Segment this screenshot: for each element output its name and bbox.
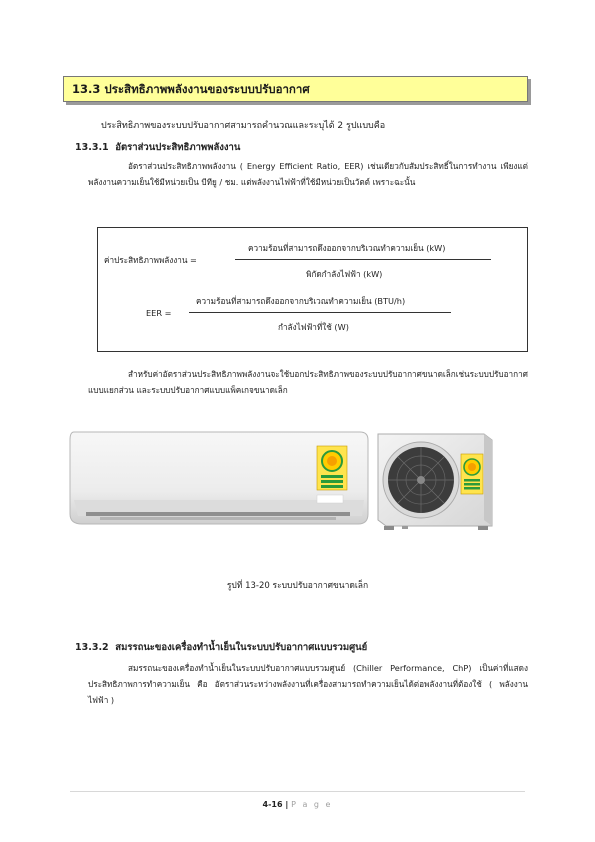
subsection-number: 13.3.2 — [75, 642, 109, 653]
subsection-2-paragraph: สมรรถนะของเครื่องทำน้ำเย็นในระบบปรับอากาศแบบรวมศูนย์ (Chiller Performance, ChP) เป็นค่าที่แสดงประสิทธิภาพการทำความเย็น คือ อัตราส่วนระหว่างพลังงานที่เครื่องสามารถทำความเย็นได้ต่อพลังงานที่ต้องใช้ ( พลังงานไฟฟ้า ) — [88, 663, 528, 705]
formula-2-numerator: ความร้อนที่สามารถดึงออกจากบริเวณทำความเย็น (BTU/h) — [196, 296, 406, 306]
footer-separator: | — [285, 800, 289, 809]
section-heading — [63, 76, 528, 102]
formula-1-fraction-line — [235, 259, 491, 260]
paragraph-2: สำหรับค่าอัตราส่วนประสิทธิภาพพลังงานจะใช้บอกประสิทธิภาพของระบบปรับอากาศขนาดเล็กเช่นระบบปรับอากาศแบบแยกส่วน และระบบปรับอากาศแบบแพ็คเกจขนาดเล็ก — [88, 369, 528, 395]
energy-label-outdoor — [461, 454, 483, 494]
formula-2-fraction-line — [189, 312, 451, 313]
section-number: 13.3 — [72, 82, 101, 96]
footer-divider — [70, 791, 525, 792]
subsection-1-paragraph: อัตราส่วนประสิทธิภาพพลังงาน ( Energy Efficient Ratio, EER) เช่นเดียวกับสัมประสิทธิ์ในการทำงาน เพียงแต่พลังงานความเย็นใช้มีหน่วยเป็น บีทียู / ชม. แต่พลังงานไฟฟ้าที่ใช้มีหน่วยเป็นวัตต์ เพราะฉะนั้น — [88, 161, 528, 187]
subsection-heading-1 — [75, 140, 240, 155]
air-conditioner-figure — [60, 420, 535, 555]
formula-box — [97, 227, 528, 352]
formula-1-denominator: พิกัดกำลังไฟฟ้า (kW) — [306, 269, 383, 279]
section-title: ประสิทธิภาพพลังงานของระบบปรับอากาศ — [104, 82, 310, 96]
subsection-number: 13.3.1 — [75, 142, 109, 153]
subsection-heading-2 — [75, 640, 367, 655]
formula-2-lhs: EER = — [146, 308, 172, 318]
figure-caption: รูปที่ 13-20 ระบบปรับอากาศขนาดเล็ก — [226, 581, 369, 591]
outdoor-unit — [378, 434, 492, 530]
subsection-title: สมรรถนะของเครื่องทำน้ำเย็นในระบบปรับอากาศแบบรวมศูนย์ — [115, 642, 368, 653]
intro-text: ประสิทธิภาพของระบบปรับอากาศสามารถคำนวณและระบุได้ 2 รูปแบบคือ — [101, 121, 386, 131]
formula-1-numerator: ความร้อนที่สามารถดึงออกจากบริเวณทำความเย็น (kW) — [248, 243, 446, 253]
subsection-title: อัตราส่วนประสิทธิภาพพลังงาน — [115, 142, 241, 153]
page-number: 4-16 — [262, 800, 283, 809]
formula-2-denominator: กำลังไฟฟ้าที่ใช้ (W) — [278, 322, 349, 332]
page-footer — [0, 800, 595, 809]
indoor-unit — [70, 432, 368, 524]
energy-label-indoor — [317, 446, 347, 490]
page-label: P a g e — [291, 800, 333, 809]
formula-1-lhs: ค่าประสิทธิภาพพลังงาน = — [104, 255, 197, 265]
